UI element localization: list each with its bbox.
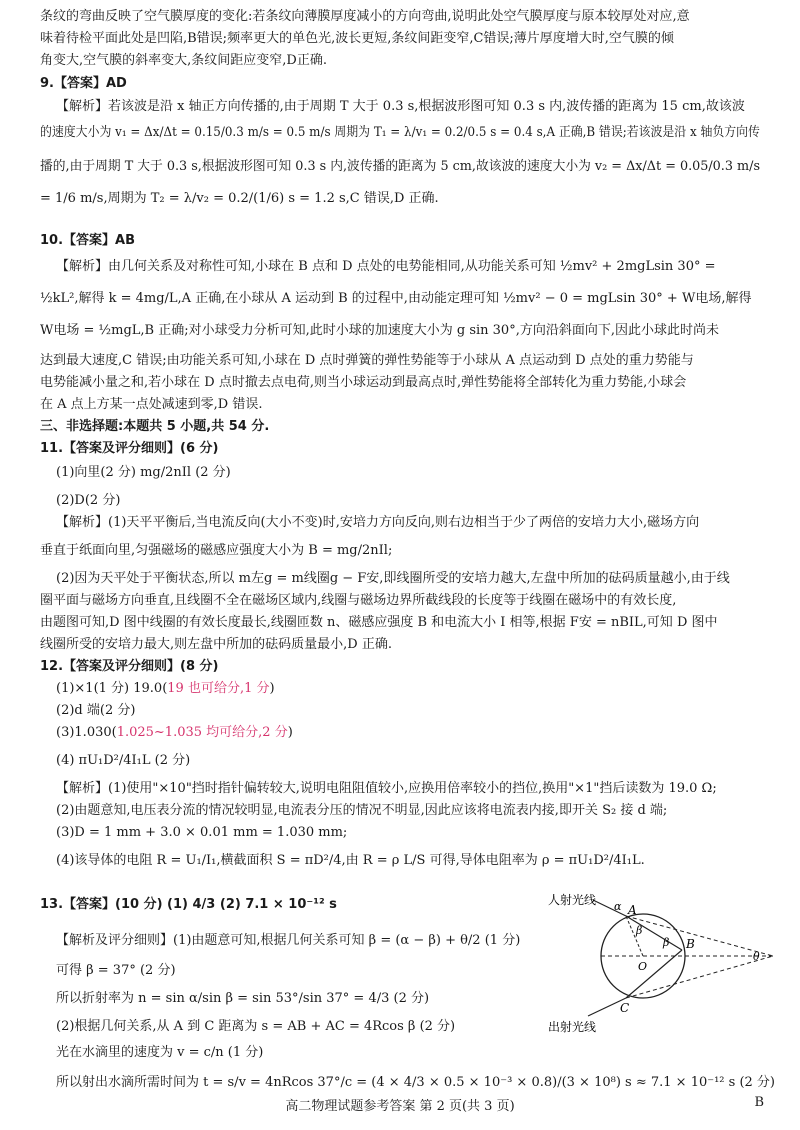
water-drop-diagram [548, 888, 788, 1038]
grading-note: 1.025~1.035 均可给分,2 分 [116, 725, 288, 740]
text-line: 圈平面与磁场方向垂直,且线圈不全在磁场区域内,线圈与磁场边界所截线段的长度等于线圈在磁场中的有效长度, [40, 593, 677, 608]
text-line: (4) πU₁D²/4I₁L (2 分) [56, 753, 191, 768]
text-line: 达到最大速度,C 错误;由功能关系可知,小球在 D 点时弹簧的弹性势能等于小球从 A 点运动到 D 点处的重力势能与 [40, 353, 694, 368]
text-line: 三、非选择题:本题共 5 小题,共 54 分. [40, 419, 270, 434]
text-line: 条纹的弯曲反映了空气膜厚度的变化:若条纹向薄膜厚度减小的方向弯曲,说明此处空气膜厚度与原本较厚处对应,意 [40, 9, 690, 24]
text-line: 所以射出水滴所需时间为 t = s/v = 4nRcos 37°/c = (4 × 4/3 × 0.5 × 10⁻³ × 0.8)/(3 × 10⁸) s ≈ 7.1 × 10⁻¹² s (2 分) [56, 1075, 776, 1090]
text-line: 【解析】由几何关系及对称性可知,小球在 B 点和 D 点处的电势能相同,从功能关系可知 ½mv² + 2mgLsin 30° = [56, 259, 716, 274]
text-line: 由题图可知,D 图中线圈的有效长度最长,线圈匝数 n、磁感应强度 B 和电流大小 I 相等,根据 F安 = nBIL,可知 D 图中 [40, 615, 718, 630]
ray-AB [626, 916, 682, 950]
grading-note: 19 也可给分,1 分 [167, 681, 270, 696]
text-line: 11.【答案及评分细则】(6 分) [40, 441, 219, 456]
text-line: (3)D = 1 mm + 3.0 × 0.01 mm = 1.030 mm; [56, 825, 348, 840]
text-line: 角变大,空气膜的斜率变大,条纹间距应变窄,D正确. [40, 53, 327, 68]
version-mark: B [754, 1095, 764, 1110]
text-line: (4)该导体的电阻 R = U₁/I₁,横截面积 S = πD²/4,由 R = ρ L/S 可得,导体电阻率为 ρ = πU₁D²/4I₁L. [56, 853, 645, 868]
text-line: ½kL²,解得 k = 4mg/L,A 正确,在小球从 A 运动到 B 的过程中,由动能定理可知 ½mv² − 0 = mgLsin 30° + W电场,解得 [40, 291, 752, 306]
text-line: 播的,由于周期 T 大于 0.3 s,根据波形图可知 0.3 s 内,波传播的距离为 5 cm,故该波的速度大小为 v₂ = Δx/Δt = 0.05/0.3 m/s [40, 159, 760, 174]
label-beta-1: β [636, 924, 643, 937]
label-B: B [686, 937, 695, 951]
text-line: 的速度大小为 v₁ = Δx/Δt = 0.15/0.3 m/s = 0.5 m/s 周期为 T₁ = λ/v₁ = 0.2/0.5 s = 0.4 s,A 正确,B 错误;若该波是沿 x 轴负方向传 [40, 125, 760, 140]
text-line: 味着待检平面此处是凹陷,B错误;频率更大的单色光,波长更短,条纹间距变窄,C错误;薄片厚度增大时,空气膜的倾 [40, 31, 674, 46]
label-C: C [620, 1001, 630, 1015]
text-line: (2)d 端(2 分) [56, 703, 136, 718]
text-line: (1)向里(2 分) mg/2nIl (2 分) [56, 465, 231, 480]
text-line: 所以折射率为 n = sin α/sin β = sin 53°/sin 37° = 4/3 (2 分) [56, 991, 430, 1006]
text-line: 电势能减小量之和,若小球在 D 点时撤去点电荷,则当小球运动到最高点时,弹性势能将全部转化为重力势能,小球会 [40, 375, 687, 390]
text-line: 线圈所受的安培力最大,则左盘中所加的砝码质量最小,D 正确. [40, 637, 392, 652]
label-A: A [628, 903, 637, 917]
text-line: (2)因为天平处于平衡状态,所以 m左g = m线圈g − F安,即线圈所受的安培力越大,左盘中所加的砝码质量越小,由于线 [56, 571, 730, 586]
page-footer: 高二物理试题参考答案 第 2 页(共 3 页) [285, 1099, 515, 1114]
text-line: (1)×1(1 分) 19.0(19 也可给分,1 分) [56, 681, 275, 696]
label-theta: θ [753, 950, 760, 963]
text-line: 12.【答案及评分细则】(8 分) [40, 659, 219, 674]
text-line: (2)D(2 分) [56, 493, 121, 508]
text-line: 光在水滴里的速度为 v = c/n (1 分) [56, 1045, 264, 1060]
label-alpha: α [614, 900, 622, 913]
text-line: (3)1.030(1.025~1.035 均可给分,2 分) [56, 725, 293, 740]
ray-BC [626, 950, 682, 998]
label-O: O [638, 960, 648, 973]
text-line: 【解析及评分细则】(1)由题意可知,根据几何关系可知 β = (α − β) + θ/2 (1 分) [56, 933, 521, 948]
dashed-ext-A [626, 916, 773, 956]
text-line: 【解析】若该波是沿 x 轴正方向传播的,由于周期 T 大于 0.3 s,根据波形图可知 0.3 s 内,波传播的距离为 15 cm,故该波 [56, 99, 745, 114]
text-line: 【解析】(1)天平平衡后,当电流反向(大小不变)时,安培力方向反向,则右边相当于少了两倍的安培力大小,磁场方向 [56, 515, 700, 530]
text-line: (2)由题意知,电压表分流的情况较明显,电流表分压的情况不明显,因此应该将电流表内接,即开关 S₂ 接 d 端; [56, 803, 668, 818]
text-line: 10.【答案】AB [40, 233, 135, 248]
text-line: 垂直于纸面向里,匀强磁场的磁感应强度大小为 B = mg/2nIl; [40, 543, 393, 558]
text-line: (2)根据几何关系,从 A 到 C 距离为 s = AB + AC = 4Rcos β (2 分) [56, 1019, 456, 1034]
text-line: 13.【答案】(10 分) (1) 4/3 (2) 7.1 × 10⁻¹² s [40, 897, 337, 912]
text-line: 可得 β = 37° (2 分) [56, 963, 176, 978]
text-line: 9.【答案】AD [40, 76, 127, 91]
text-line: = 1/6 m/s,周期为 T₂ = λ/v₂ = 0.2/(1/6) s = 1.2 s,C 错误,D 正确. [40, 191, 439, 206]
dashed-ext-C [626, 956, 773, 998]
text-line: 【解析】(1)使用"×10"挡时指针偏转较大,说明电阻阻值较小,应换用倍率较小的挡位,换用"×1"挡后读数为 19.0 Ω; [56, 781, 717, 796]
text-line: W电场 = ½mgL,B 正确;对小球受力分析可知,此时小球的加速度大小为 g sin 30°,方向沿斜面向下,因此小球此时尚未 [40, 323, 719, 338]
incident-label: 人射光线 [548, 893, 597, 907]
label-beta-2: β [663, 936, 670, 949]
text-line: 在 A 点上方某一点处减速到零,D 错误. [40, 397, 263, 412]
exit-label: 出射光线 [548, 1020, 597, 1034]
